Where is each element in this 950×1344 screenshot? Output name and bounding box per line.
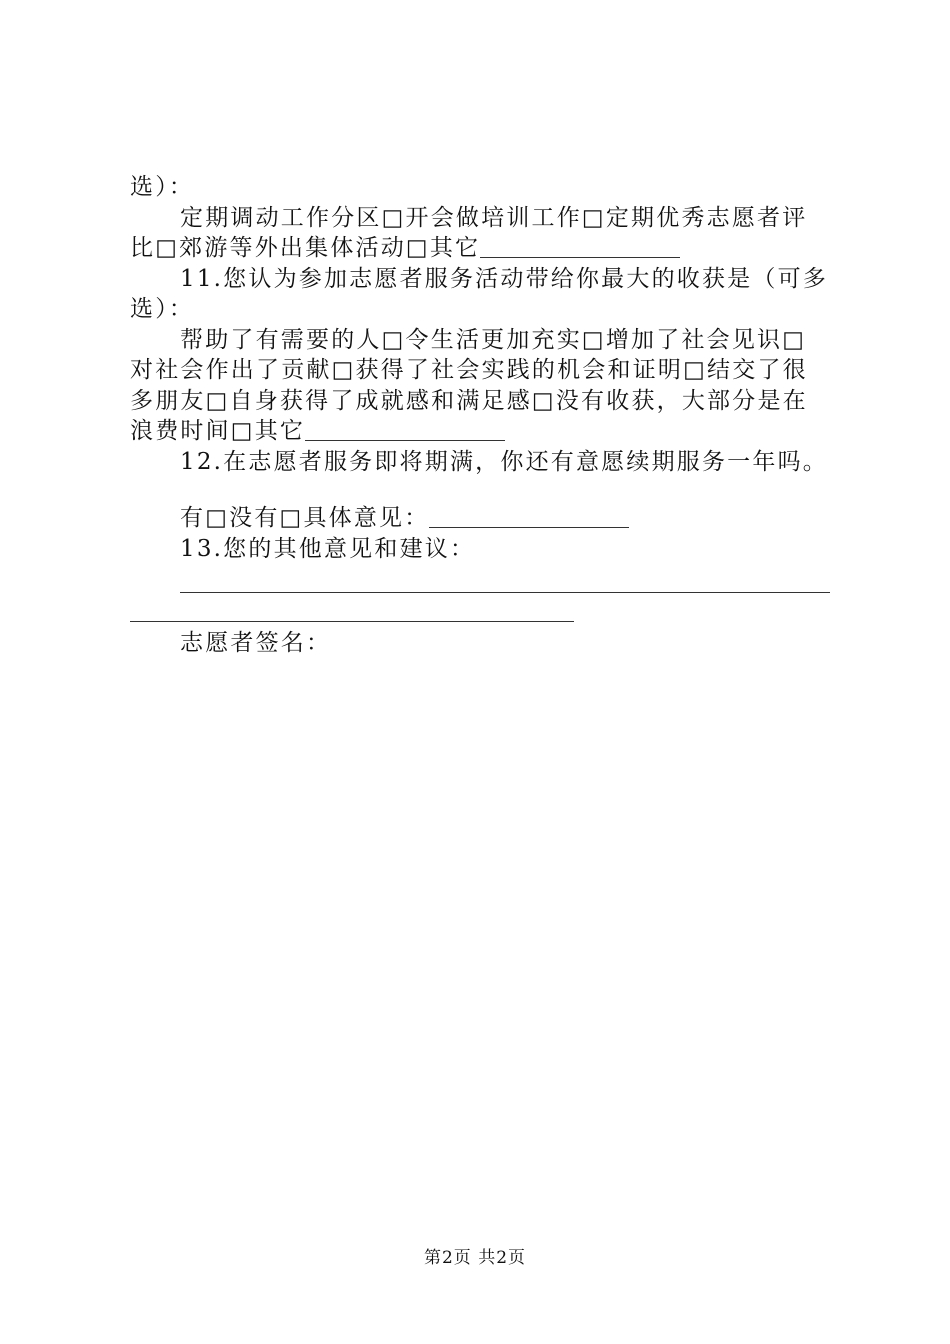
paragraph-q12 <box>130 447 830 478</box>
paragraph-q10-tail <box>130 172 830 203</box>
paragraph-q10-options <box>130 203 830 264</box>
text-q11: 11.您认为参加志愿者服务活动带给你最大的收获是（可多选）： <box>130 265 828 322</box>
text-q10-options: 定期调动工作分区□开会做培训工作□定期优秀志愿者评比□郊游等外出集体活动□其它 <box>130 204 808 261</box>
paragraph-q12-options <box>130 503 830 534</box>
blank-line-q11-other[interactable] <box>305 418 505 441</box>
paragraph-q13 <box>130 534 830 565</box>
text-q12: 12.在志愿者服务即将期满，你还有意愿续期服务一年吗。 <box>180 448 828 475</box>
paragraph-q11 <box>130 264 830 325</box>
paragraph-signature <box>130 628 830 659</box>
page-number: 第2页 共2页 <box>423 1248 527 1268</box>
document-body <box>130 172 830 659</box>
text-signature-label: 志愿者签名： <box>180 630 332 656</box>
blank-line-q13-2[interactable] <box>130 593 574 622</box>
page-footer <box>0 1243 950 1268</box>
text-q12-options: 有□没有□具体意见： <box>180 505 430 531</box>
text-q13: 13.您的其他意见和建议： <box>180 535 476 562</box>
text-q11-options: 帮助了有需要的人□令生活更加充实□增加了社会见识□对社会作出了贡献□获得了社会实践的机会和证明□结交了很多朋友□自身获得了成就感和满足感□没有收获，大部分是在浪费时间□其它 <box>130 326 808 444</box>
blank-line-q13-1[interactable] <box>180 564 830 593</box>
paragraph-q11-options <box>130 325 830 447</box>
blank-line-q10-other[interactable] <box>480 235 680 258</box>
blank-line-q12-opinion[interactable] <box>429 505 629 528</box>
text-q10-tail: 选）： <box>130 174 195 200</box>
